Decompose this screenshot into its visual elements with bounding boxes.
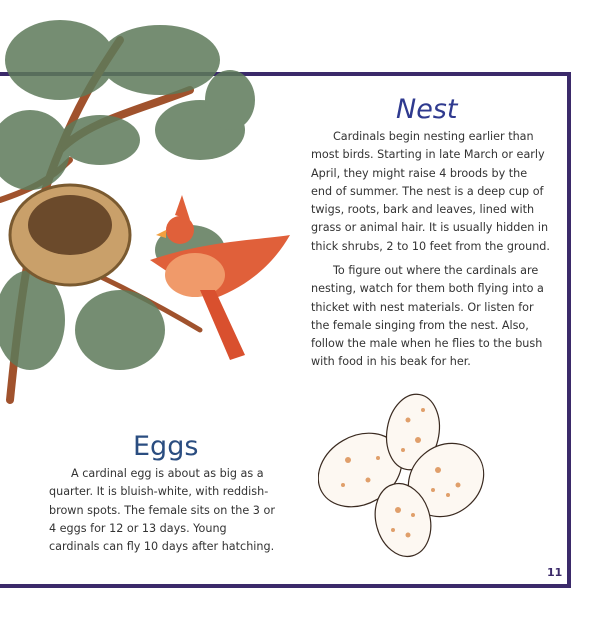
- page-number: 11: [547, 566, 563, 579]
- eggs-heading: Eggs: [133, 431, 199, 462]
- page-frame-right: [567, 72, 571, 588]
- eggs-illustration: [318, 390, 498, 560]
- eggs-paragraph-text: A cardinal egg is about as big as a quarter. It is bluish-white, with reddish-brown spots. The female sits on the 3 or 4 eggs for 12 or 13 days. Young cardinals can fly 10 days after hatching.: [49, 467, 275, 554]
- cardinal-icon: [150, 195, 290, 360]
- nest-heading: Nest: [396, 94, 458, 125]
- nest-icon: [10, 185, 130, 285]
- eggs-paragraph: [49, 465, 277, 556]
- tree-nest-cardinal-illustration: [0, 0, 300, 410]
- nest-paragraph-2: [311, 262, 551, 372]
- nest-paragraph-2-text: To figure out where the cardinals are nesting, watch for them both flying into a thicket with nest materials. Or listen for the female singing from the nest. Also, follow the male when he flies to the bush with food in his beak for her.: [311, 264, 544, 369]
- nest-paragraph-1-text: Cardinals begin nesting earlier than most birds. Starting in late March or early April, they might raise 4 broods by the end of summer. The nest is a deep cup of twigs, roots, bark and leaves, lined with grass or animal hair. It is usually hidden in thick shrubs, 2 to 10 feet from the ground.: [311, 130, 550, 253]
- page-frame-bottom: [0, 584, 571, 588]
- nest-paragraph-1: [311, 128, 551, 256]
